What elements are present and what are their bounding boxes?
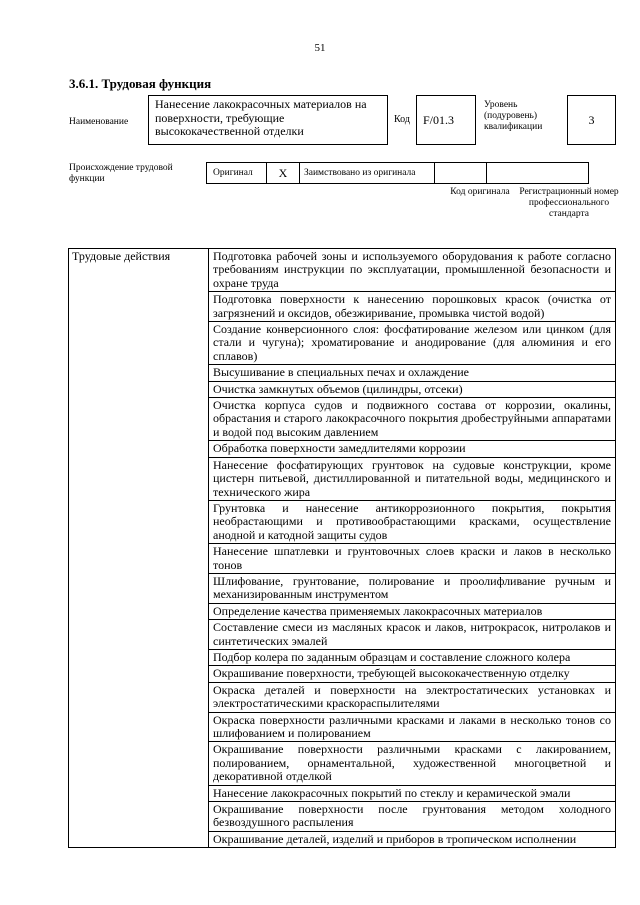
action-item: Окрашивание поверхности различными красками с лакированием, полированием, орнаментальной, художественной многоцветной и декоративной отделкой [209,742,616,785]
origin-row [206,162,589,184]
origin-mark-cell: X [266,162,300,184]
origin-reg-cell [487,162,589,184]
action-item: Обработка поверхности замедлителями коррозии [209,441,616,457]
action-item: Очистка замкнутых объемов (цилиндры, отсеки) [209,381,616,397]
action-item: Подбор колера по заданным образцам и составление сложного колера [209,649,616,665]
name-label: Наименование [69,117,129,127]
action-item: Окраска деталей и поверхности на электростатических установках и электростатическими краскораспылителями [209,682,616,712]
action-item: Создание конверсионного слоя: фосфатирование железом или цинком (для стали и чугуна); хроматирование и анодирование (для алюминия и его сплавов) [209,322,616,365]
origin-label: Происхождение трудовой функции [69,163,173,184]
code-original-label: Код оригинала [450,187,510,197]
origin-original-cell: Оригинал [206,162,266,184]
action-item: Составление смеси из масляных красок и лаков, нитрокрасок, нитролаков и синтетических эмалей [209,620,616,650]
name-value-box: Нанесение лакокрасочных материалов на поверхности, требующие высококачественной отделки [148,95,388,145]
action-item: Нанесение лакокрасочных покрытий по стеклу и керамической эмали [209,785,616,801]
action-item: Окраска поверхности различными красками и лаками в несколько тонов со шлифованием и полированием [209,712,616,742]
action-item: Подготовка рабочей зоны и используемого оборудования к работе согласно требованиям инструкции по эксплуатации, промышленной безопасности и охране труда [209,249,616,292]
actions-label: Трудовые действия [69,249,209,848]
action-item: Шлифование, грунтование, полирование и проолифливание ручным и механизированным инструментом [209,573,616,603]
action-item: Нанесение фосфатирующих грунтовок на судовые конструкции, кроме цистерн питьевой, дистиллированной и питательной воды, медицинского и технического жира [209,457,616,500]
actions-table [68,248,616,848]
level-label: Уровень (подуровень) квалификации [484,100,543,132]
action-item: Определение качества применяемых лакокрасочных материалов [209,603,616,619]
reg-number-label: Регистрационный номер профессионального стандарта [519,187,619,219]
level-value-box: 3 [567,95,616,145]
section-title: 3.6.1. Трудовая функция [69,76,212,91]
action-item: Грунтовка и нанесение антикоррозионного покрытия, покрытия необрастающими и противообрастающими красками, осуществление анодной и катодной защиты судов [209,500,616,543]
origin-borrowed-cell: Заимствовано из оригинала [300,162,435,184]
action-item: Нанесение шпатлевки и грунтовочных слоев краски и лаков в несколько тонов [209,544,616,574]
action-item: Окрашивание поверхности, требующей высококачественную отделку [209,666,616,682]
action-item: Окрашивание поверхности после грунтования методом холодного безвоздушного распыления [209,802,616,832]
table-row [69,249,616,292]
origin-code-cell [435,162,487,184]
code-value-box: F/01.3 [416,95,476,145]
code-label: Код [394,114,410,125]
action-item: Высушивание в специальных печах и охлаждение [209,365,616,381]
action-item: Окрашивание деталей, изделий и приборов в тропическом исполнении [209,831,616,847]
action-item: Подготовка поверхности к нанесению порошковых красок (очистка от загрязнений и оксидов, обезжиривание, промывка чистой водой) [209,292,616,322]
page-number: 51 [314,42,326,54]
action-item: Очистка корпуса судов и подвижного состава от коррозии, окалины, обрастания и старого лакокрасочного покрытия дробеструйными аппаратами и водой под высоким давлением [209,398,616,441]
